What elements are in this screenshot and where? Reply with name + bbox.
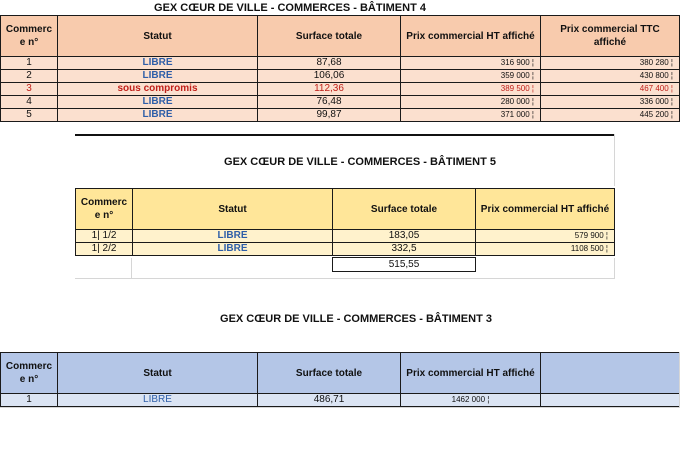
bat4-cell-ht[interactable]: 371 000 ¦: [401, 109, 541, 122]
bat5-header-row: [76, 189, 615, 230]
bat3-header-ht[interactable]: Prix commercial HT affiché: [401, 353, 541, 394]
bat4-cell-surface[interactable]: 87,68: [258, 57, 401, 70]
bat4-cell-surface[interactable]: 106,06: [258, 70, 401, 83]
grid-line: [614, 258, 615, 278]
table-row: [1, 83, 680, 96]
bat3-cell-surface[interactable]: 486,71: [258, 394, 401, 407]
bat4-cell-num[interactable]: 1: [1, 57, 58, 70]
grid-line: [131, 258, 132, 278]
table-row: [1, 70, 680, 83]
bat4-cell-ttc[interactable]: 445 200 ¦: [541, 109, 680, 122]
bat4-cell-ht[interactable]: 389 500 ¦: [401, 83, 541, 96]
bat5-header-statut[interactable]: Statut: [133, 189, 333, 230]
bat4-cell-ht[interactable]: 316 900 ¦: [401, 57, 541, 70]
bat3-cell-num[interactable]: 1: [1, 394, 58, 407]
bat4-cell-surface[interactable]: 112,36: [258, 83, 401, 96]
bat5-header-num[interactable]: Commerc e n°: [76, 189, 133, 230]
bat3-header-row: [1, 353, 680, 394]
table-row: [76, 230, 615, 243]
bat3-table: [0, 352, 680, 407]
bat4-cell-statut[interactable]: LIBRE: [58, 57, 258, 70]
bat5-cell-statut[interactable]: LIBRE: [133, 230, 333, 243]
bat3-title: GEX CŒUR DE VILLE - COMMERCES - BÂTIMENT 3: [220, 313, 492, 325]
bat4-header-surface[interactable]: Surface totale: [258, 16, 401, 57]
bat3-cell-ht[interactable]: 1462 000 ¦: [401, 394, 541, 407]
grid-line: [679, 352, 680, 408]
bat5-header-ht[interactable]: Prix commercial HT affiché: [476, 189, 615, 230]
bat5-title: GEX CŒUR DE VILLE - COMMERCES - BÂTIMENT 5: [224, 156, 496, 168]
bat4-title: GEX CŒUR DE VILLE - COMMERCES - BÂTIMENT 4: [154, 2, 426, 14]
bat4-cell-ht[interactable]: 280 000 ¦: [401, 96, 541, 109]
bat5-header-surface[interactable]: Surface totale: [333, 189, 476, 230]
bat5-cell-statut[interactable]: LIBRE: [133, 243, 333, 256]
bat3-header-statut[interactable]: Statut: [58, 353, 258, 394]
bat4-cell-statut[interactable]: sous compromis: [58, 83, 258, 96]
bat4-cell-ttc[interactable]: 430 800 ¦: [541, 70, 680, 83]
table-row: [1, 96, 680, 109]
bat5-table: [75, 188, 615, 256]
bat4-cell-surface[interactable]: 99,87: [258, 109, 401, 122]
bat4-cell-ttc[interactable]: 336 000 ¦: [541, 96, 680, 109]
grid-line: [614, 134, 615, 186]
section-divider: [75, 134, 615, 136]
bat5-total-cell[interactable]: 515,55: [332, 257, 476, 272]
table-row: [76, 243, 615, 256]
bat5-cell-ht[interactable]: 579 900 ¦: [476, 230, 615, 243]
bat3-header-num[interactable]: Commerc e n°: [1, 353, 58, 394]
bat3-header-surface[interactable]: Surface totale: [258, 353, 401, 394]
bat4-header-ttc[interactable]: Prix commercial TTC affiché: [541, 16, 680, 57]
table-row: [1, 109, 680, 122]
bat5-cell-surface[interactable]: 332,5: [333, 243, 476, 256]
bat4-cell-ttc[interactable]: 467 400 ¦: [541, 83, 680, 96]
bat4-cell-num[interactable]: 2: [1, 70, 58, 83]
bat5-cell-num[interactable]: 1| 2/2: [76, 243, 133, 256]
table-row: [1, 394, 680, 407]
bat4-cell-statut[interactable]: LIBRE: [58, 96, 258, 109]
grid-line: [75, 278, 615, 279]
table-row: [1, 57, 680, 70]
bat4-cell-ht[interactable]: 359 000 ¦: [401, 70, 541, 83]
bat3-cell-statut[interactable]: LIBRE: [58, 394, 258, 407]
bat4-cell-num[interactable]: 5: [1, 109, 58, 122]
bat4-table: [0, 15, 680, 122]
bat4-cell-num[interactable]: 4: [1, 96, 58, 109]
bat5-cell-ht[interactable]: 1108 500 ¦: [476, 243, 615, 256]
bat4-cell-statut[interactable]: LIBRE: [58, 109, 258, 122]
bat5-cell-num[interactable]: 1| 1/2: [76, 230, 133, 243]
bat5-cell-surface[interactable]: 183,05: [333, 230, 476, 243]
bat4-cell-num[interactable]: 3: [1, 83, 58, 96]
bat4-cell-surface[interactable]: 76,48: [258, 96, 401, 109]
bat4-header-num[interactable]: Commerc e n°: [1, 16, 58, 57]
bat4-cell-ttc[interactable]: 380 280 ¦: [541, 57, 680, 70]
grid-line: [0, 407, 679, 408]
bat4-header-statut[interactable]: Statut: [58, 16, 258, 57]
bat3-header-empty[interactable]: [541, 353, 680, 394]
bat4-header-ht[interactable]: Prix commercial HT affiché: [401, 16, 541, 57]
bat4-header-row: [1, 16, 680, 57]
bat4-cell-statut[interactable]: LIBRE: [58, 70, 258, 83]
bat3-cell-extra[interactable]: [541, 394, 680, 407]
